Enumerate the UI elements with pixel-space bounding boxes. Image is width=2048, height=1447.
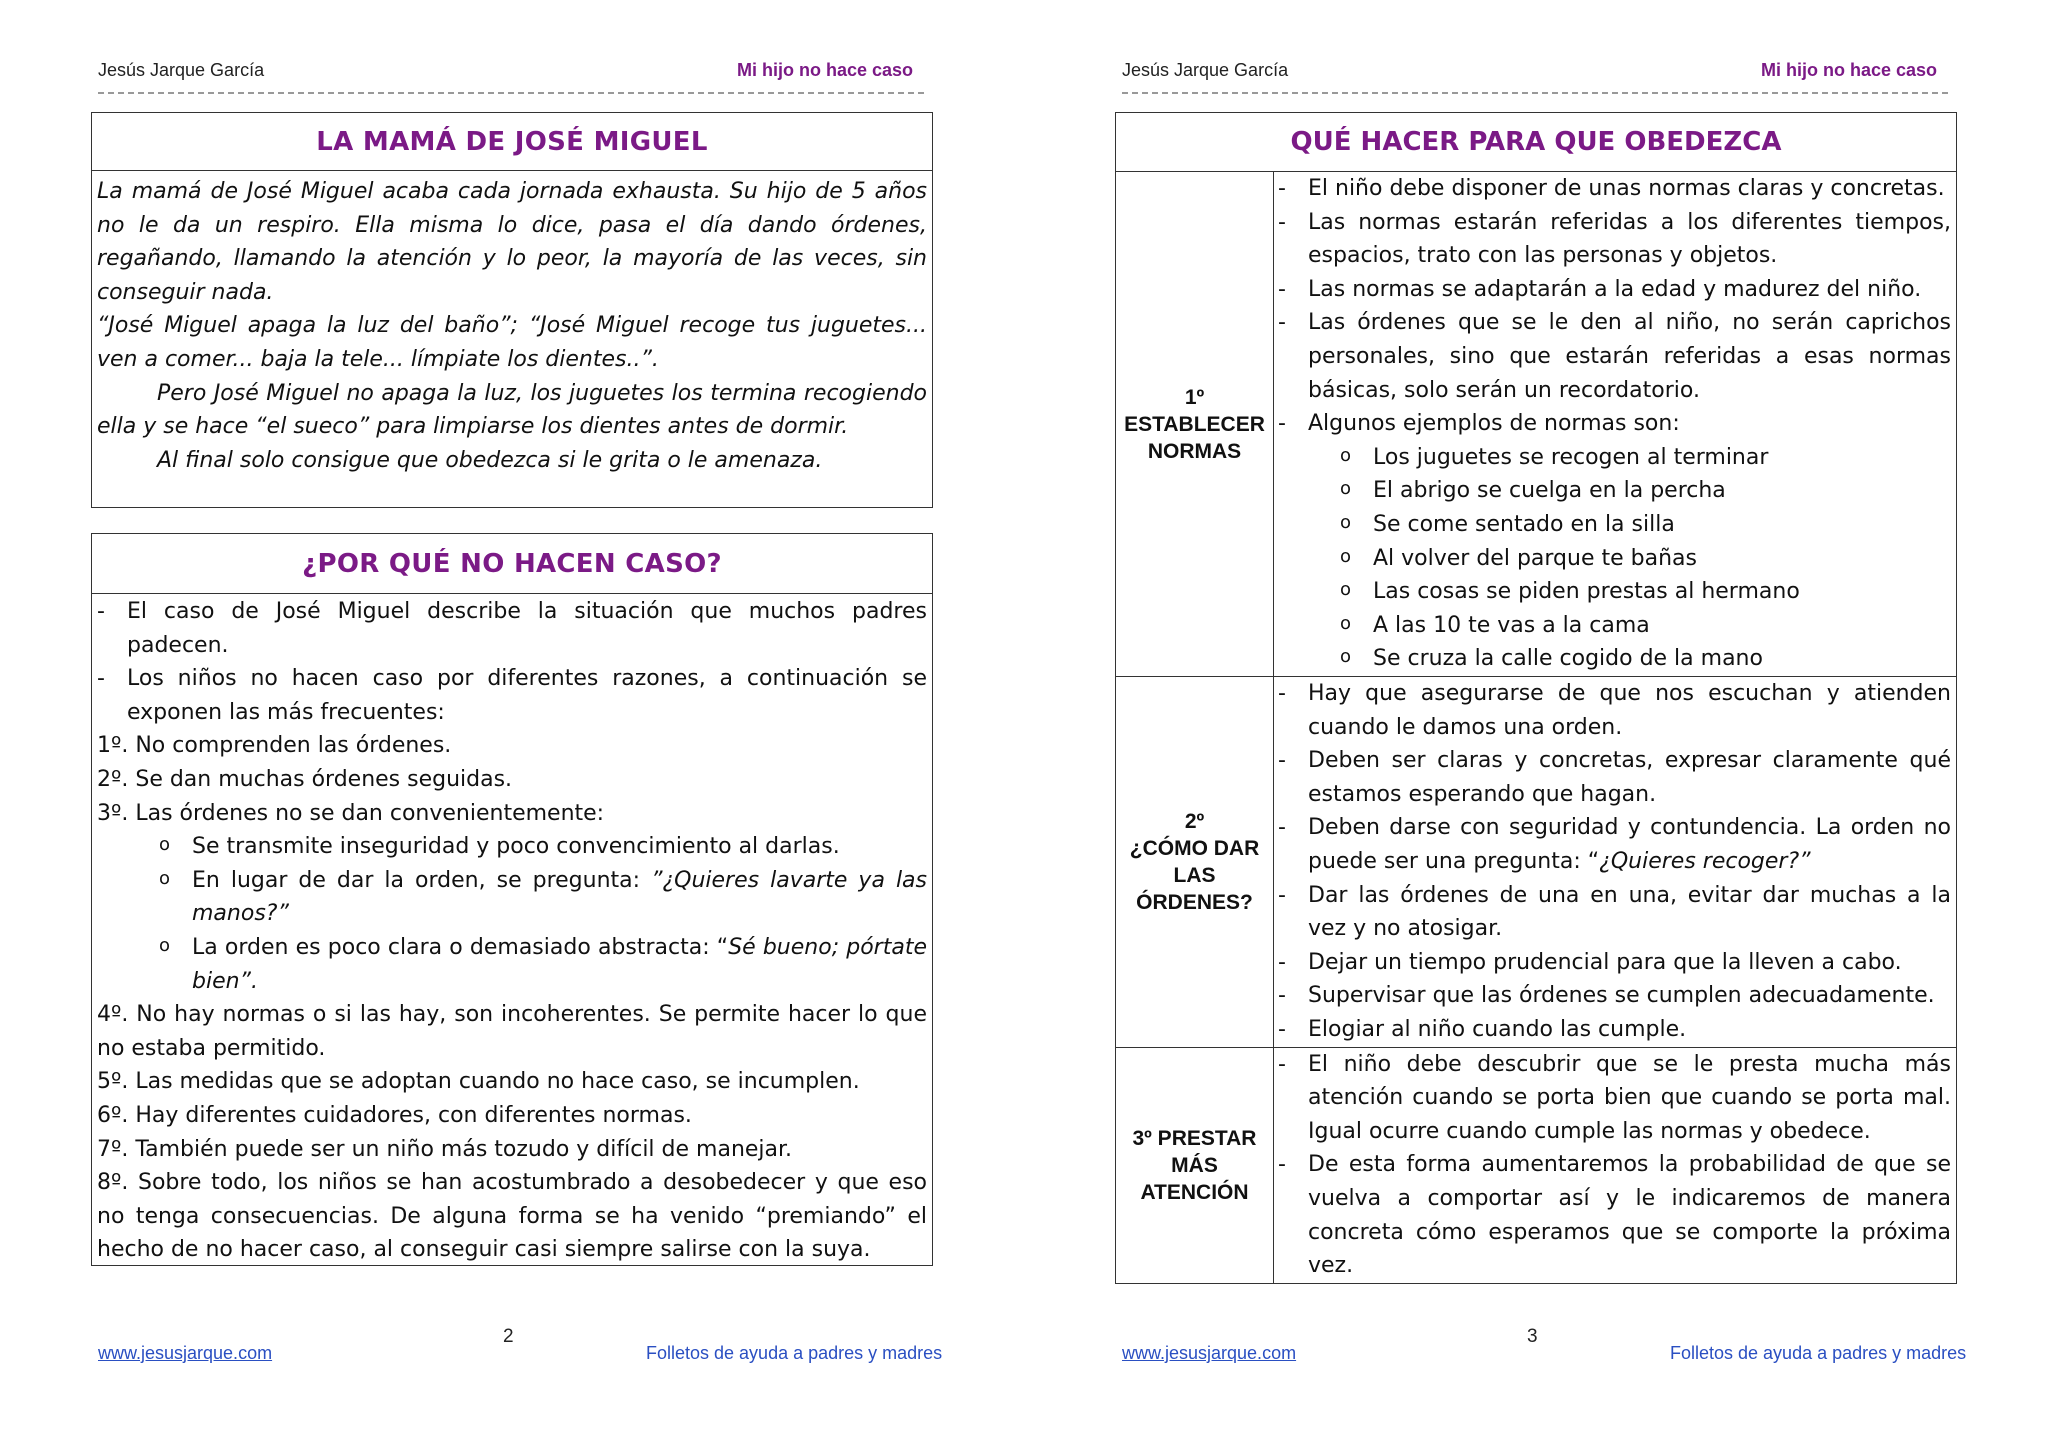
list-item: - Dar las órdenes de una en una, evitar dar muchas a la vez y no atosigar. <box>1278 879 1951 946</box>
row-label-line: ÓRDENES? <box>1136 890 1253 914</box>
header-author: Jesús Jarque García <box>98 60 265 80</box>
list-item-text: Deben darse con seguridad y contundencia. La orden no puede ser una pregunta: “ <box>1308 815 1951 874</box>
list-item <box>1278 811 1951 878</box>
story-title: LA MAMÁ DE JOSÉ MIGUEL <box>92 113 932 171</box>
row-content-orders <box>1274 677 1957 1048</box>
row-label-attention <box>1116 1047 1274 1283</box>
story-paragraph: La mamá de José Miguel acaba cada jornada exhausta. Su hijo de 5 años no le da un respiro. Ella misma lo dice, pasa el día dando órdenes, regañando, llamando la atención y lo peor, la mayoría de las veces, sin conseguir nada. <box>97 179 927 305</box>
sub-item <box>97 931 927 998</box>
sub-item: o Se transmite inseguridad y poco convencimiento al darlas. <box>97 830 927 864</box>
list-item: - Los niños no hacen caso por diferentes razones, a continuación se exponen las más frecuentes: <box>97 662 927 729</box>
page-number: 3 <box>1527 1326 1538 1347</box>
reason-item: 1º. No comprenden las órdenes. <box>97 733 452 759</box>
story-paragraph: “José Miguel apaga la luz del baño”; “José Miguel recoge tus juguetes... ven a comer... baja la tele... límpiate los dientes..”. <box>97 313 927 372</box>
reason-item: 7º. También puede ser un niño más tozudo y difícil de manejar. <box>97 1136 793 1162</box>
list-item: - Las normas se adaptarán a la edad y madurez del niño. <box>1278 273 1951 307</box>
header-title: Mi hijo no hace caso <box>1761 60 1938 80</box>
example-item: o Se come sentado en la silla <box>1278 508 1951 542</box>
sub-item <box>97 864 927 931</box>
example-item: o A las 10 te vas a la cama <box>1278 609 1951 643</box>
why-title: ¿POR QUÉ NO HACEN CASO? <box>92 534 932 594</box>
row-label-line: 2º <box>1184 809 1205 833</box>
reason-item: 6º. Hay diferentes cuidadores, con diferentes normas. <box>97 1102 692 1128</box>
example-item: o Al volver del parque te bañas <box>1278 542 1951 576</box>
page-number: 2 <box>503 1326 514 1347</box>
story-body <box>92 171 932 477</box>
row-content-attention <box>1274 1047 1957 1283</box>
list-item: - Algunos ejemplos de normas son: <box>1278 407 1951 441</box>
website-link[interactable]: www.jesusjarque.com <box>98 1343 273 1363</box>
sub-item-text: En lugar de dar la orden, se pregunta: <box>192 867 652 893</box>
website-link[interactable]: www.jesusjarque.com <box>1122 1343 1297 1363</box>
row-label-line: ESTABLECER <box>1124 412 1265 436</box>
reason-item: 4º. No hay normas o si las hay, son incoherentes. Se permite hacer lo que no estaba permitido. <box>97 1002 927 1061</box>
list-item: - Supervisar que las órdenes se cumplen adecuadamente. <box>1278 979 1951 1013</box>
list-item: - Elogiar al niño cuando las cumple. <box>1278 1013 1951 1047</box>
example-item: o Los juguetes se recogen al terminar <box>1278 441 1951 475</box>
story-paragraph: Al final solo consigue que obedezca si le grita o le amenaza. <box>157 447 823 473</box>
example-item: o El abrigo se cuelga en la percha <box>1278 474 1951 508</box>
row-label-line: LAS <box>1173 863 1216 887</box>
row-label-line: ATENCIÓN <box>1140 1180 1249 1204</box>
story-box <box>91 112 933 508</box>
header-divider <box>1122 92 1948 94</box>
row-label-line: NORMAS <box>1147 439 1242 463</box>
list-item: - Dejar un tiempo prudencial para que la lleven a cabo. <box>1278 946 1951 980</box>
list-item: - Hay que asegurarse de que nos escuchan y atienden cuando le damos una orden. <box>1278 677 1951 744</box>
footer-text: Folletos de ayuda a padres y madres <box>646 1343 943 1363</box>
story-paragraph: Pero José Miguel no apaga la luz, los juguetes los termina recogiendo ella y se hace “el sueco” para limpiarse los dientes antes de dormir. <box>97 380 927 440</box>
reason-item: 3º. Las órdenes no se dan convenientemente: <box>97 800 605 826</box>
list-item: - Las normas estarán referidas a los diferentes tiempos, espacios, trato con las personas y objetos. <box>1278 206 1951 273</box>
row-label-line: 3º PRESTAR <box>1132 1126 1257 1150</box>
sub-item-text: La orden es poco clara o demasiado abstracta: “ <box>192 934 729 960</box>
right-page <box>1024 0 2048 1447</box>
row-label-line: MÁS <box>1171 1153 1218 1177</box>
reason-item: 8º. Sobre todo, los niños se han acostumbrado a desobedecer y que eso no tenga consecuencias. De alguna forma se ha venido “premiando” el hecho de no hacer caso, al conseguir casi siempre salirse con la suya. <box>97 1170 927 1263</box>
example-item: o Las cosas se piden prestas al hermano <box>1278 575 1951 609</box>
list-item: - Las órdenes que se le den al niño, no serán caprichos personales, sino que estarán referidas a esas normas básicas, solo serán un recordatorio. <box>1278 306 1951 407</box>
list-item: - Deben ser claras y concretas, expresar claramente qué estamos esperando que hagan. <box>1278 744 1951 811</box>
header-author: Jesús Jarque García <box>1122 60 1289 80</box>
header-divider <box>98 92 924 94</box>
sub-item-quote: ”¿Quieres lavarte ya las manos?” <box>192 867 927 927</box>
list-item-quote: ¿Quieres recoger?” <box>1599 848 1811 874</box>
advice-table-title: QUÉ HACER PARA QUE OBEDEZCA <box>1116 113 1957 172</box>
row-label-norms <box>1116 172 1274 677</box>
list-item: - El niño debe disponer de unas normas claras y concretas. <box>1278 172 1951 206</box>
row-label-orders <box>1116 677 1274 1048</box>
list-item: - El niño debe descubrir que se le presta mucha más atención cuando se porta bien que cuando se porta mal. Igual ocurre cuando cumple las normas y obedece. <box>1278 1048 1951 1149</box>
footer-text: Folletos de ayuda a padres y madres <box>1670 1343 1967 1363</box>
list-item: - De esta forma aumentaremos la probabilidad de que se vuelva a comportar así y le indicaremos de manera concreta cómo esperamos que se comporte la próxima vez. <box>1278 1148 1951 1282</box>
why-box <box>91 533 933 1266</box>
example-item: o Se cruza la calle cogido de la mano <box>1278 642 1951 676</box>
list-item: - El caso de José Miguel describe la situación que muchos padres padecen. <box>97 595 927 662</box>
row-label-line: 1º <box>1184 385 1205 409</box>
why-body <box>92 594 932 1267</box>
sub-item-quote: Sé bueno; pórtate bien”. <box>192 934 927 994</box>
reason-item: 5º. Las medidas que se adoptan cuando no hace caso, se incumplen. <box>97 1069 860 1095</box>
reason-item: 2º. Se dan muchas órdenes seguidas. <box>97 766 513 792</box>
row-content-norms <box>1274 172 1957 677</box>
header-title: Mi hijo no hace caso <box>737 60 914 80</box>
advice-table <box>1115 112 1957 1284</box>
row-label-line: ¿CÓMO DAR <box>1129 836 1260 860</box>
